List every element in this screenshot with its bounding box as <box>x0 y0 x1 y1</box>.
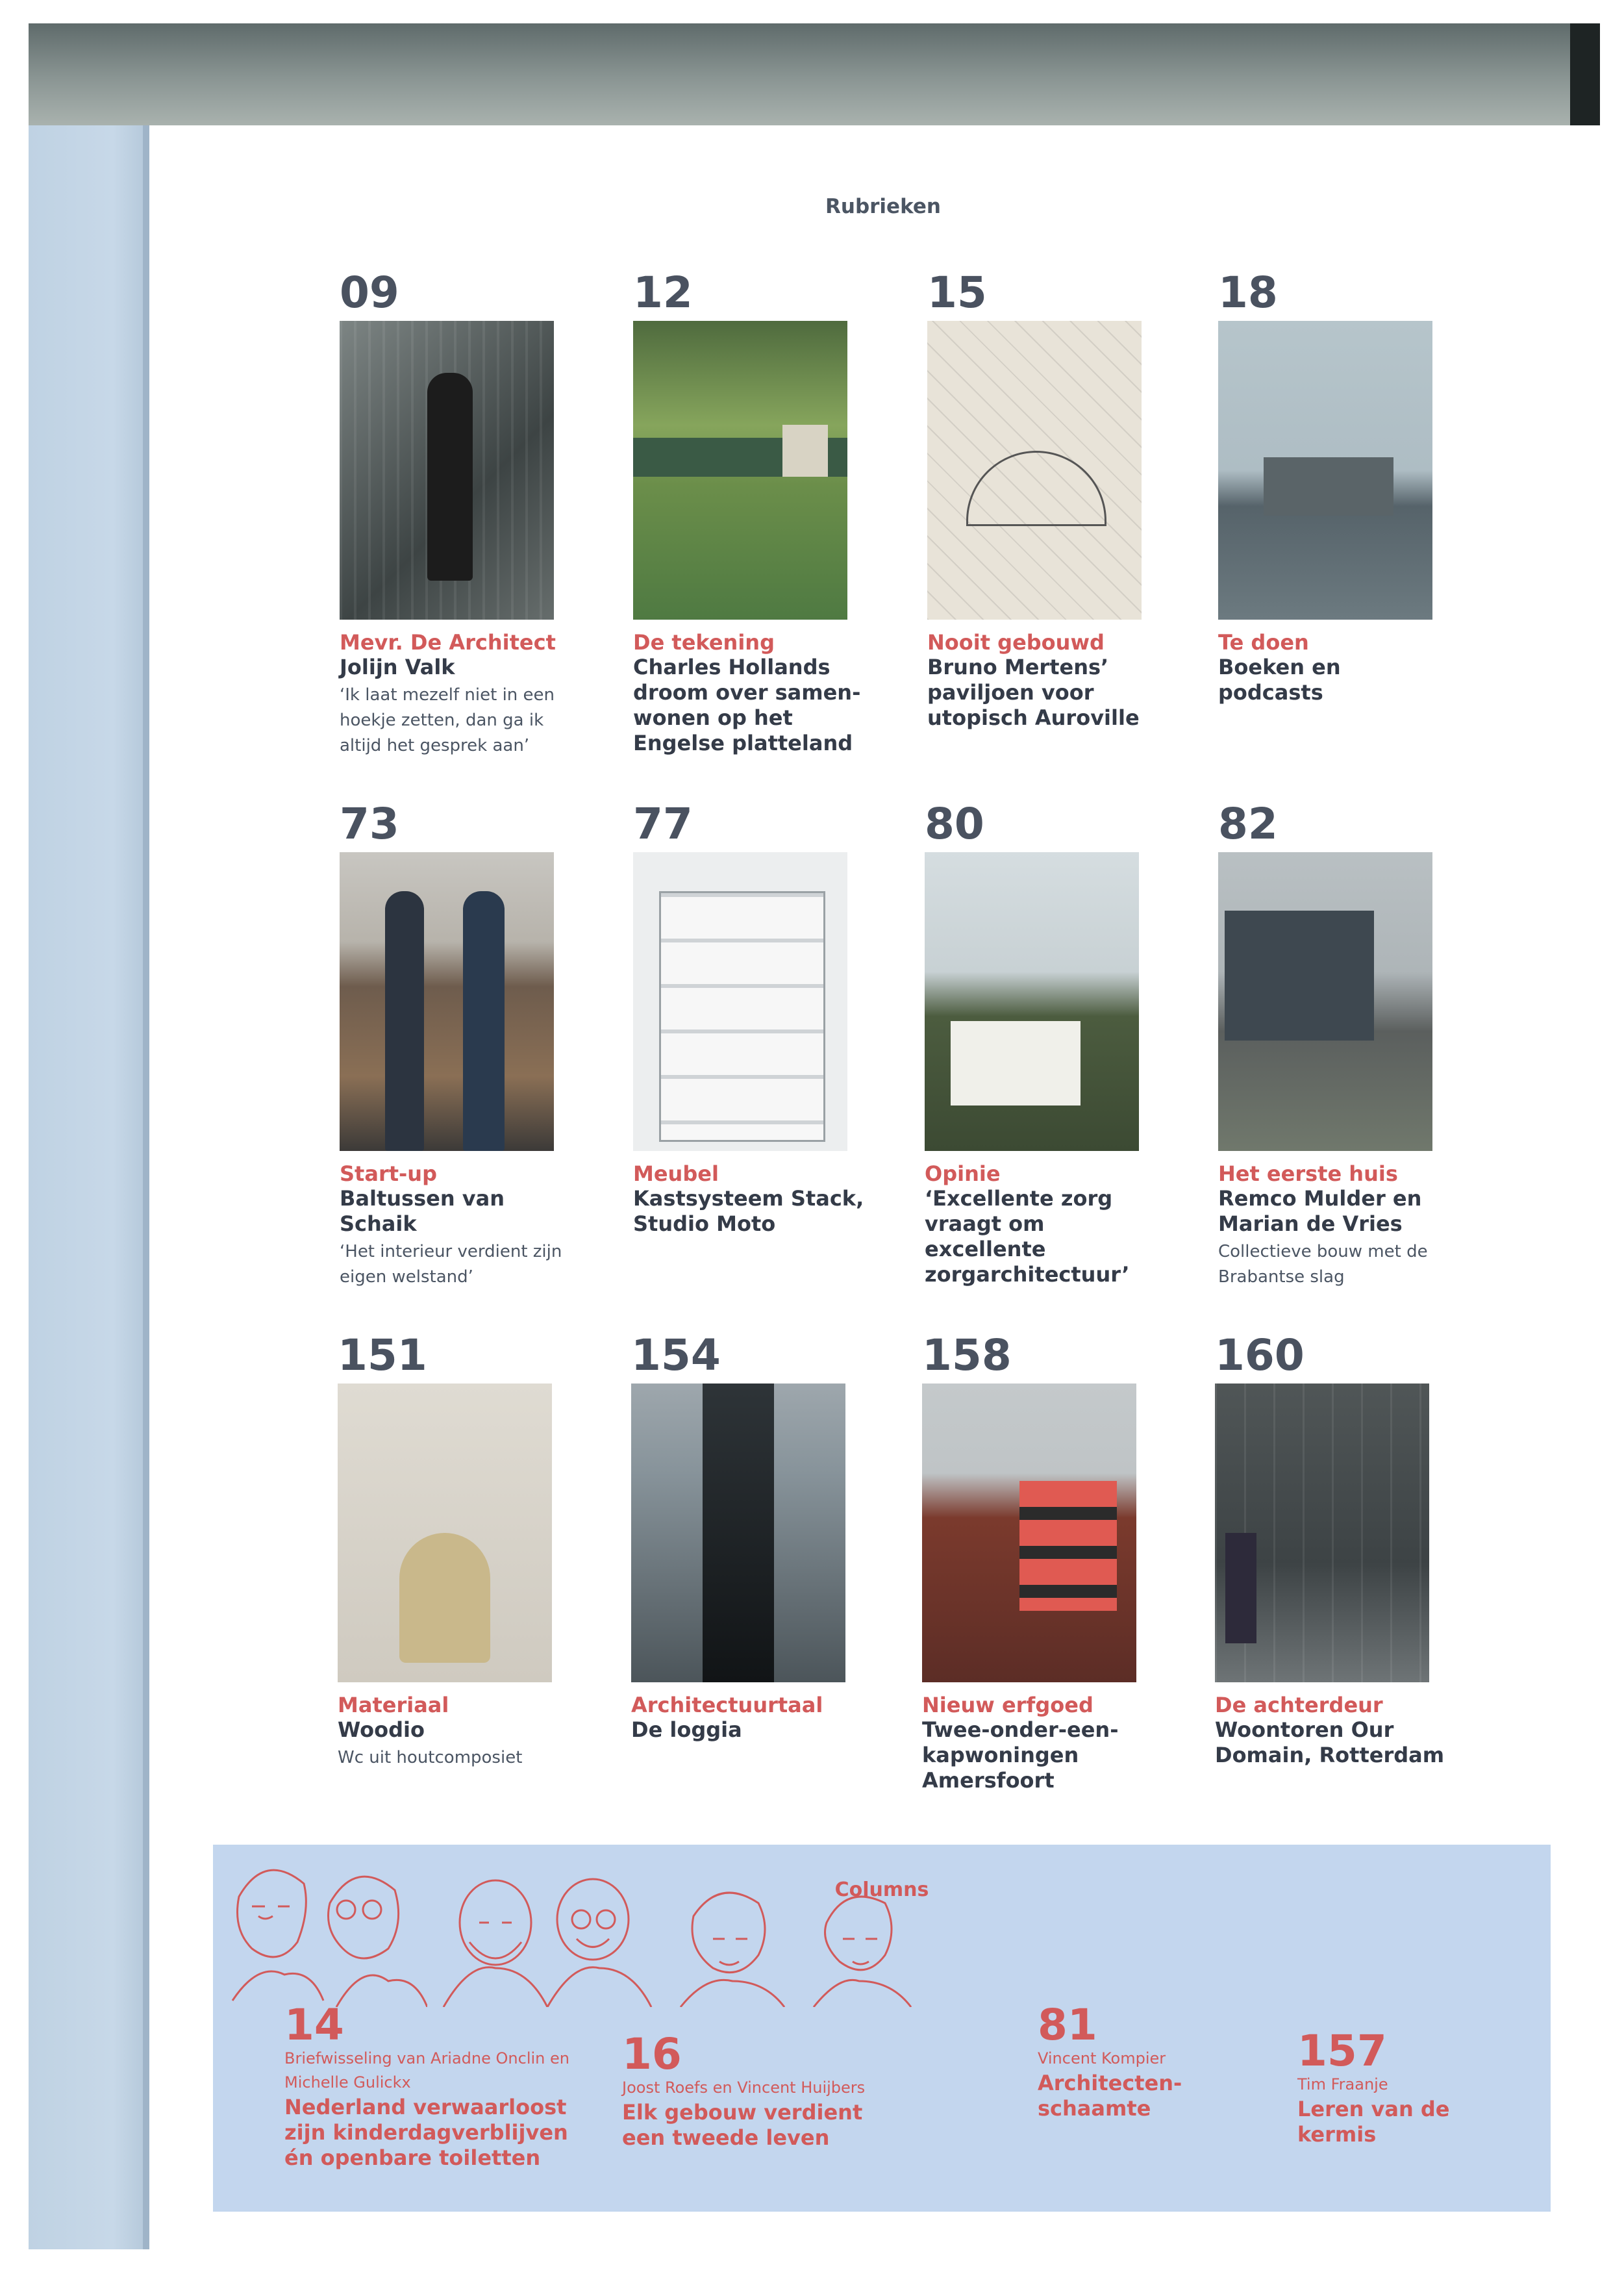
rubriek-kicker: Opinie <box>925 1161 1001 1186</box>
rubriek-card[interactable] <box>922 1330 1156 1793</box>
page-number: 12 <box>633 268 693 318</box>
shelving-photo <box>633 852 847 1151</box>
column-author: Vincent Kompier <box>1038 2049 1166 2067</box>
rubriek-card[interactable] <box>1215 1330 1449 1768</box>
column-item[interactable] <box>1038 2000 1245 2121</box>
rubriek-headline: Jolijn Valk <box>340 655 455 680</box>
rubriek-card[interactable] <box>631 1330 865 1743</box>
rubriek-dek: ‘Ik laat mezelf niet in een hoekje zetten, dan ga ik altijd het gesprek aan’ <box>340 685 555 756</box>
column-page-number: 157 <box>1297 2026 1387 2076</box>
section-title: Rubrieken <box>825 195 941 218</box>
rubriek-card[interactable] <box>1218 268 1452 705</box>
rubriek-card[interactable] <box>633 799 867 1237</box>
rubriek-card[interactable] <box>340 268 573 759</box>
page-number: 73 <box>340 799 399 849</box>
columns-title: Columns <box>834 1878 929 1901</box>
page-number: 160 <box>1215 1330 1305 1380</box>
page-number: 80 <box>925 799 984 849</box>
column-author: Joost Roefs en Vincent Huijbers <box>622 2079 866 2097</box>
rubriek-card[interactable] <box>633 268 867 757</box>
page-number: 77 <box>633 799 693 849</box>
column-title: Elk gebouw verdient een tweede leven <box>622 2100 863 2151</box>
scan-top-bar <box>29 23 1600 125</box>
rubriek-headline: Boeken en podcasts <box>1218 655 1341 705</box>
rubriek-headline: Twee-onder-een-kapwoningen Amersfoort <box>922 1717 1119 1793</box>
building-photo <box>925 852 1139 1151</box>
rubriek-kicker: Te doen <box>1218 630 1309 655</box>
page-number: 154 <box>631 1330 721 1380</box>
sketch-image <box>927 321 1142 620</box>
portrait-photo <box>340 321 554 620</box>
rubriek-headline: Bruno Mertens’ paviljoen voor utopisch Auroville <box>927 655 1140 731</box>
rubriek-headline: Kastsysteem Stack, Studio Moto <box>633 1186 864 1237</box>
rubriek-kicker: Architectuurtaal <box>631 1693 823 1717</box>
rubriek-headline: Woontoren Our Domain, Rotterdam <box>1215 1717 1445 1768</box>
page-number: 82 <box>1218 799 1278 849</box>
column-author: Briefwisseling van Ariadne Onclin en Michelle Gulickx <box>284 2049 569 2092</box>
rubriek-kicker: Start-up <box>340 1161 437 1186</box>
column-item[interactable] <box>284 2000 570 2171</box>
columns-panel <box>213 1845 1551 2212</box>
rubriek-kicker: De achterdeur <box>1215 1693 1383 1717</box>
page-number: 15 <box>927 268 987 318</box>
page-number: 151 <box>338 1330 427 1380</box>
building-photo <box>1215 1384 1429 1682</box>
drawing-image <box>633 321 847 620</box>
rubriek-kicker: Meubel <box>633 1161 719 1186</box>
rubriek-dek: Collectieve bouw met de Brabantse slag <box>1218 1242 1428 1287</box>
column-page-number: 16 <box>622 2029 682 2079</box>
rubriek-kicker: Nieuw erfgoed <box>922 1693 1093 1717</box>
rubriek-headline: Remco Mulder en Marian de Vries <box>1218 1186 1422 1237</box>
scan-left-edge-shadow <box>143 125 149 2249</box>
page-number: 09 <box>340 268 399 318</box>
rubriek-kicker: Het eerste huis <box>1218 1161 1398 1186</box>
rubriek-dek: Wc uit houtcomposiet <box>338 1748 523 1768</box>
rubriek-dek: ‘Het interieur verdient zijn eigen welstand’ <box>340 1242 562 1287</box>
loggia-photo <box>631 1384 845 1682</box>
column-title: Nederland verwaarloost zijn kinderdagverblijven én openbare toiletten <box>284 2095 568 2171</box>
building-photo <box>1218 852 1432 1151</box>
rubriek-kicker: Mevr. De Architect <box>340 630 556 655</box>
rubriek-headline: Baltussen van Schaik <box>340 1186 505 1237</box>
rubriek-card[interactable] <box>338 1330 571 1771</box>
rubriek-card[interactable] <box>340 799 573 1290</box>
rubriek-headline: Woodio <box>338 1717 425 1743</box>
rubriek-card[interactable] <box>1218 799 1452 1290</box>
column-author: Tim Fraanje <box>1297 2075 1388 2093</box>
column-title: Architecten-schaamte <box>1038 2071 1182 2121</box>
column-page-number: 14 <box>284 2000 344 2050</box>
toilet-photo <box>338 1384 552 1682</box>
building-photo <box>922 1384 1136 1682</box>
building-photo <box>1218 321 1432 620</box>
rubriek-card[interactable] <box>927 268 1161 731</box>
page-number: 158 <box>922 1330 1012 1380</box>
rubriek-card[interactable] <box>925 799 1158 1288</box>
scan-left-edge <box>29 125 149 2249</box>
rubriek-headline: De loggia <box>631 1717 742 1743</box>
page-number: 18 <box>1218 268 1278 318</box>
rubriek-kicker: De tekening <box>633 630 775 655</box>
portrait-sketch-icon <box>213 1845 427 2007</box>
rubriek-headline: Charles Hollands droom over samen-wonen op het Engelse platteland <box>633 655 861 756</box>
column-item[interactable] <box>622 2029 908 2151</box>
scan-top-bar-edge <box>1570 23 1600 125</box>
rubriek-kicker: Materiaal <box>338 1693 449 1717</box>
rubriek-headline: ‘Excellente zorg vraagt om excellente zorgarchitectuur’ <box>925 1186 1130 1287</box>
duo-photo <box>340 852 554 1151</box>
column-item[interactable] <box>1297 2026 1505 2147</box>
column-title: Leren van de kermis <box>1297 2097 1450 2147</box>
rubriek-kicker: Nooit gebouwd <box>927 630 1105 655</box>
column-page-number: 81 <box>1038 2000 1097 2050</box>
